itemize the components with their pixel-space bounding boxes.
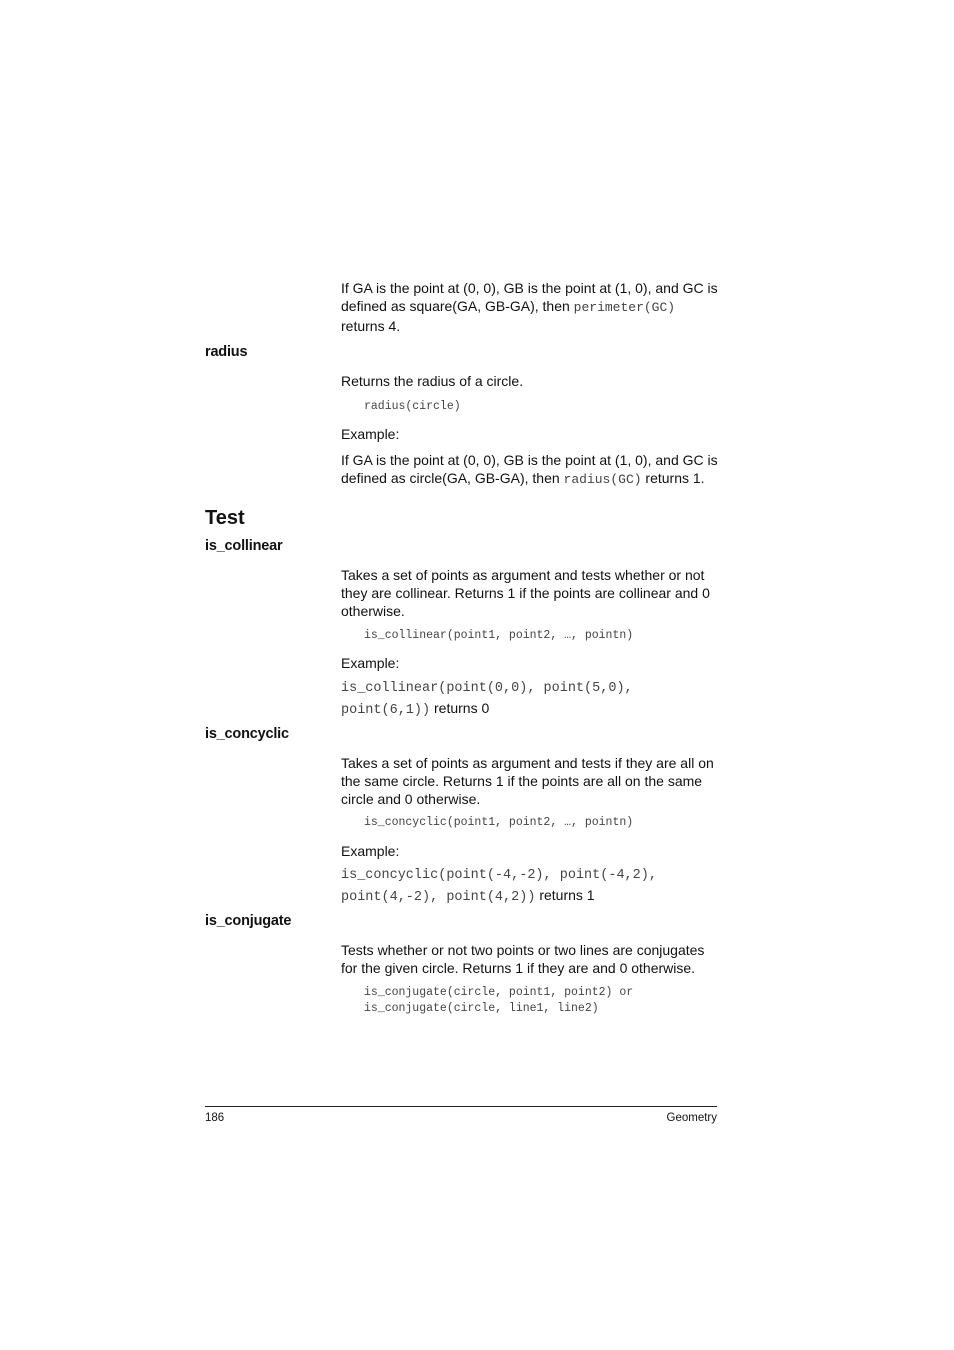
is-collinear-heading: is_collinear bbox=[205, 538, 283, 554]
is-conjugate-description: Tests whether or not two points or two lines are conjugates for the given circle. Returns 1 if they are and 0 otherwise. bbox=[341, 942, 705, 976]
radius-example-code: radius(GC) bbox=[563, 472, 642, 487]
section-title: Test bbox=[205, 507, 245, 529]
is-collinear-example-label: Example: bbox=[341, 655, 400, 671]
radius-heading: radius bbox=[205, 344, 248, 360]
is-conjugate-heading: is_conjugate bbox=[205, 913, 292, 929]
is-concyclic-example-line2: point(4,-2), point(4,2)) returns 1 bbox=[341, 887, 595, 905]
perimeter-example-text: If GA is the point at (0, 0), GB is the point at (1, 0), and GC is defined as square(GA, GB-GA), then perimeter(GC) returns 4. bbox=[341, 280, 718, 334]
radius-syntax: radius(circle) bbox=[364, 400, 461, 413]
radius-example-text: If GA is the point at (0, 0), GB is the point at (1, 0), and GC is defined as circle(GA, GB-GA), then radius(GC) returns 1. bbox=[341, 452, 718, 487]
radius-description: Returns the radius of a circle. bbox=[341, 373, 524, 389]
is-conjugate-syntax-line1: is_conjugate(circle, point1, point2) or bbox=[364, 986, 634, 999]
page-number: 186 bbox=[205, 1112, 225, 1124]
is-conjugate-syntax-line2: is_conjugate(circle, line1, line2) bbox=[364, 1002, 599, 1015]
chapter-name: Geometry bbox=[666, 1112, 717, 1124]
is-concyclic-example-label: Example: bbox=[341, 843, 400, 859]
radius-example-label: Example: bbox=[341, 426, 400, 442]
footer-rule bbox=[205, 1106, 717, 1107]
is-concyclic-description: Takes a set of points as argument and tests if they are all on the same circle. Returns 1 if the points are all on the same circle and 0 otherwise. bbox=[341, 755, 714, 807]
is-collinear-example-code-line1: is_collinear(point(0,0), point(5,0), bbox=[341, 681, 633, 696]
is-collinear-example-line2: point(6,1)) returns 0 bbox=[341, 700, 490, 718]
is-concyclic-syntax: is_concyclic(point1, point2, …, pointn) bbox=[364, 816, 634, 829]
is-concyclic-example-code-line1: is_concyclic(point(-4,-2), point(-4,2), bbox=[341, 868, 657, 883]
is-concyclic-heading: is_concyclic bbox=[205, 726, 289, 742]
is-collinear-syntax: is_collinear(point1, point2, …, pointn) bbox=[364, 629, 634, 642]
perimeter-example-code: perimeter(GC) bbox=[573, 300, 676, 315]
is-collinear-description: Takes a set of points as argument and tests whether or not they are collinear. Returns 1 if the points are collinear and 0 otherwise. bbox=[341, 567, 710, 619]
